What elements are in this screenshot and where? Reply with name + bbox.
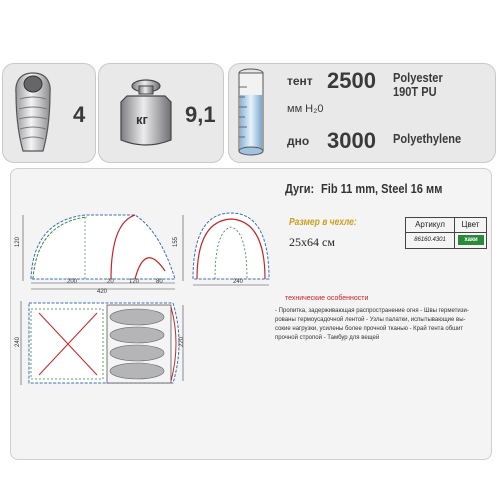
tent-front-view xyxy=(179,201,274,291)
floor-depth-right-label: 220 xyxy=(179,336,186,348)
tent-water-value: 2500 xyxy=(327,68,376,93)
water-column-icon xyxy=(233,67,269,159)
poles-label: Дуги: xyxy=(285,181,315,196)
features-text xyxy=(275,307,487,343)
sleeping-bag-card xyxy=(2,63,96,163)
length-seg-d: 80 xyxy=(156,279,163,285)
floor-water-value: 3000 xyxy=(327,128,376,153)
features-line: сокие нагрузки, усилены более прочной тканью - Край тента обшит xyxy=(275,326,464,332)
weight-card xyxy=(98,63,224,163)
features-line: - Пропитка, задерживающая распространение огня - Швы герметизи- xyxy=(275,308,469,314)
weight-value: 9,1 xyxy=(185,102,216,127)
features-line: прочной стропой - Тамбур для вещей xyxy=(275,335,380,341)
front-width-label: 240 xyxy=(233,279,244,285)
fabric-card xyxy=(228,63,496,163)
length-seg-b: 20 xyxy=(107,279,114,285)
weight-unit-label: кг xyxy=(136,112,148,127)
packed-size-value: 25x64 см xyxy=(289,235,335,249)
article-table xyxy=(405,217,487,249)
color-header: Цвет xyxy=(455,218,486,233)
side-height-label: 120 xyxy=(15,236,22,248)
article-header: Артикул xyxy=(406,218,455,233)
sleeping-bag-icon xyxy=(13,71,53,155)
tent-side-view xyxy=(15,201,180,291)
floor-material: Polyethylene xyxy=(393,131,462,146)
features-line: рованы термоусадочной лентой - Узлы палатки, испытывающие вы- xyxy=(275,317,466,323)
front-height-label: 155 xyxy=(173,236,180,248)
tent-material-type: 190T PU xyxy=(393,84,437,99)
tent-floor-plan xyxy=(13,297,188,392)
specs-panel xyxy=(10,168,492,460)
features-title: технические особенности xyxy=(285,295,369,302)
tent-label: тент xyxy=(287,74,313,88)
length-seg-a: 200 xyxy=(67,279,78,285)
total-length-label: 420 xyxy=(97,289,108,295)
color-value: хаки xyxy=(458,235,484,245)
capacity-value: 4 xyxy=(73,102,86,127)
floor-depth-left-label: 240 xyxy=(15,336,22,348)
tent-material: Polyester xyxy=(393,70,443,85)
length-seg-c: 120 xyxy=(129,279,140,285)
floor-label: дно xyxy=(287,134,310,148)
poles-value: Fib 11 mm, Steel 16 мм xyxy=(321,181,443,196)
packed-size-label: Размер в чехле: xyxy=(289,217,357,228)
water-unit-label: мм H₂0 xyxy=(287,103,324,115)
article-number: 86160.4301 xyxy=(406,233,455,248)
